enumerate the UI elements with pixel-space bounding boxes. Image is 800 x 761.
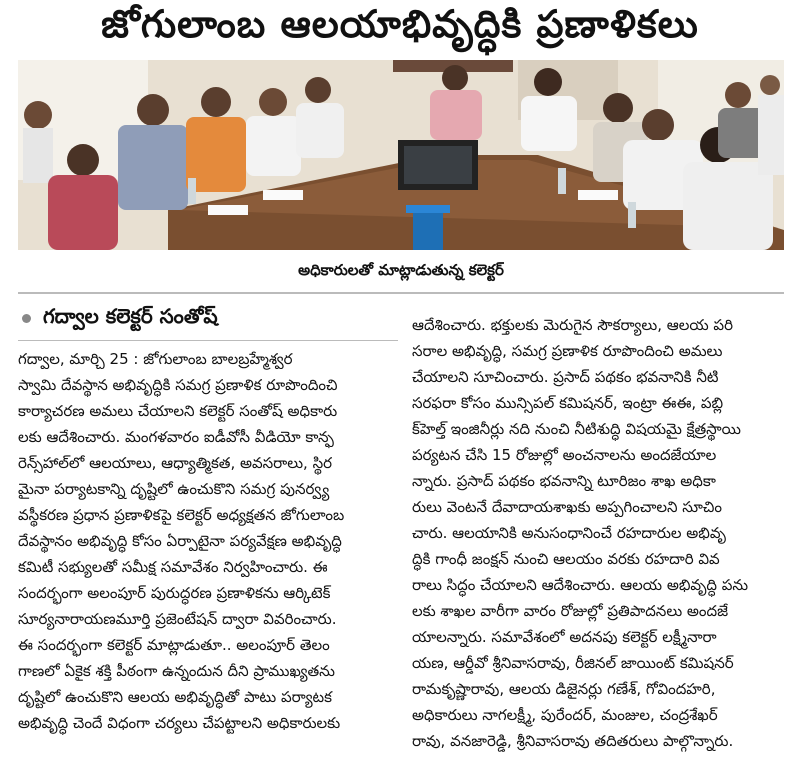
- article-text-line: క్‌హెల్త్ ఇంజినీర్లు నది నుంచి నీటిశుద్ధి విషయమై క్షేత్రస్థాయి: [412, 420, 741, 438]
- article-text-line: లకు ఆదేశించారు. మంగళవారం ఐడీవోసీ వీడియో కాన్ఫ: [18, 428, 334, 446]
- article-text-line: న్నారు. ప్రసాద్ పథకం భవనాన్ని టూరిజం శాఖ అధికా: [412, 472, 716, 490]
- article-text-line: రెన్స్‌హాల్‌లో ఆలయాలు, ఆధ్యాత్మికత, అవసరాలు, స్థిర: [18, 454, 333, 472]
- article-text-line: లకు శాఖల వారీగా వారం రోజుల్లో ప్రతిపాదనలు అందజే: [412, 602, 729, 620]
- article-text-line: రామకృష్ణారావు, ఆలయ డిజైనర్లు గణేశ్, గోవిందహరి,: [412, 680, 716, 698]
- article-text-line: అధికారులు నాగలక్ష్మీ, పురేందర్, మంజుల, చంద్రశేఖర్: [412, 706, 718, 724]
- caption-divider: [18, 292, 784, 294]
- subheading-text: గద్వాల కలెక్టర్ సంతోష్: [43, 303, 218, 328]
- article-right-column: [412, 312, 784, 754]
- article-headline: జోగులాంబ ఆలయాభివృద్ధికి ప్రణాళికలు: [101, 2, 699, 46]
- photo-caption: అధికారులతో మాట్లాడుతున్న కలెక్టర్: [298, 261, 504, 279]
- article-text-line: గద్వాల, మార్చి 25 : జోగులాంబ బాలబ్రహ్మేశ్వర: [18, 350, 293, 368]
- article-text-line: సరాల అభివృద్ధి, సమగ్ర ప్రణాళిక రూపొందించి అమలు: [412, 342, 723, 360]
- meeting-photo: [18, 60, 784, 250]
- article-text-line: ఆదేశించారు. భక్తులకు మెరుగైన సౌకర్యాలు, ఆలయ పరి: [412, 316, 733, 334]
- article-text-line: పర్యటన చేసి 15 రోజుల్లో అంచనాలను అందజేయాల: [412, 446, 717, 464]
- article-text-line: చారు. ఆలయానికి అనుసంధానించే రహదారుల అభివృ: [412, 524, 726, 542]
- article-text-line: రాలు సిద్ధం చేయాలని ఆదేశించారు. ఆలయ అభివృద్ధి పను: [412, 576, 749, 594]
- article-text-line: సరఫరా కోసం మున్సిపల్ కమిషనర్, ఇంట్రా ఈఈ, పబ్లి: [412, 394, 724, 412]
- article-text-line: సూర్యనారాయణమూర్తి ప్రజెంటేషన్ ద్వారా వివరించారు.: [18, 610, 337, 628]
- article-text-line: యాలన్నారు. సమావేశంలో అదనపు కలెక్టర్ లక్ష్మీనారా: [412, 628, 717, 646]
- article-text-line: దృష్టిలో ఉంచుకొని ఆలయ అభివృద్ధితో పాటు పర్యాటక: [18, 688, 332, 706]
- article-text-line: చేయాలని సూచించారు. ప్రసాద్ పథకం భవనానికి నీటి: [412, 368, 719, 386]
- bullet-icon: [22, 314, 31, 323]
- subheading-divider: [18, 340, 398, 341]
- article-text-line: ఈ సందర్భంగా కలెక్టర్ మాట్లాడుతూ.. అలంపూర్ తెలం: [18, 636, 330, 654]
- article-text-line: రావు, వనజారెడ్డి, శ్రీనివాసరావు తదితరులు పాల్గొన్నారు.: [412, 732, 734, 750]
- article-text-line: వస్థీకరణ ప్రధాన ప్రణాళికపై కలెక్టర్ అధ్యక్షతన జోగులాంబ: [18, 506, 345, 524]
- article-text-line: కమిటీ సభ్యులతో సమీక్ష సమావేశం నిర్వహించారు. ఈ: [18, 558, 328, 576]
- article-text-line: కార్యాచరణ అమలు చేయాలని కలెక్టర్ సంతోష్ అధికారు: [18, 402, 338, 420]
- article-text-line: మైనా పర్యాటకాన్ని దృష్టిలో ఉంచుకొని సమగ్ర పునర్వ్య: [18, 480, 330, 498]
- article-subheading: [18, 300, 398, 336]
- article-text-line: గాణలో ఏకైక శక్తి పీఠంగా ఉన్నందున దీని ప్రాముఖ్యతను: [18, 662, 335, 680]
- article-text-line: యణ, ఆర్డీవో శ్రీనివాసరావు, రీజినల్ జాయింట్ కమిషనర్: [412, 654, 734, 672]
- article-left-column: [18, 346, 398, 736]
- article-text-line: అభివృద్ధి చెందే విధంగా చర్యలు చేపట్టాలని అధికారులకు: [18, 714, 341, 732]
- article-text-line: ద్ధికి గాంధీ జంక్షన్ నుంచి ఆలయం వరకు రహదారి వివ: [412, 550, 720, 568]
- article-text-line: స్వామి దేవస్థాన అభివృద్ధికి సమగ్ర ప్రణాళిక రూపొందించి: [18, 376, 338, 394]
- article-text-line: సందర్భంగా అలంపూర్ పురుద్ధరణ ప్రణాళికను ఆర్కిటెక్: [18, 584, 331, 602]
- article-text-line: రులు వెంటనే దేవాదాయశాఖకు అప్పగించాలని సూచిం: [412, 498, 722, 516]
- article-text-line: దేవస్థానం అభివృద్ధి కోసం ఏర్పాటైనా పర్యవేక్షణ అభివృద్ధి: [18, 532, 342, 550]
